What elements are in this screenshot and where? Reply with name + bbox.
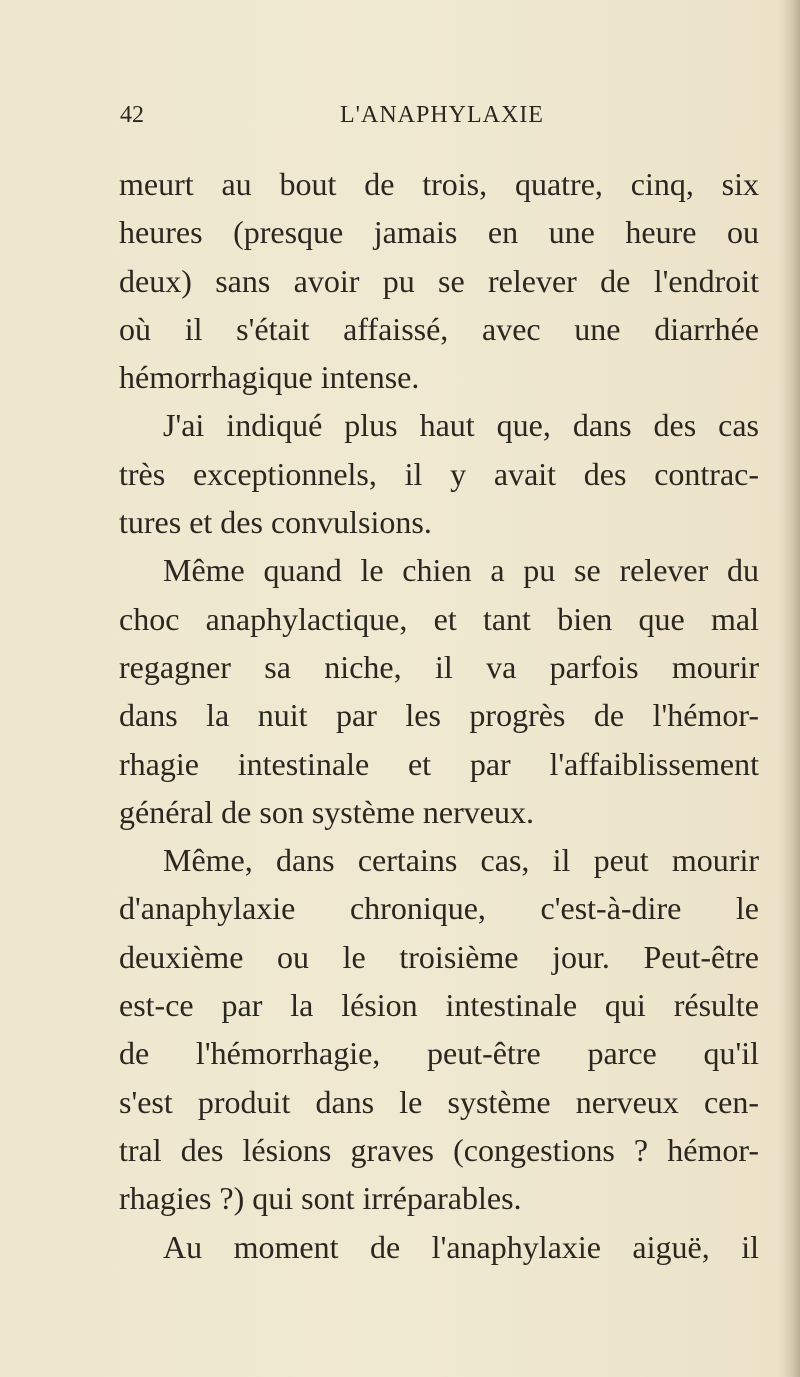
text-line: où il s'était affaissé, avec une diarrhée — [119, 310, 759, 347]
text-line: tures et des convulsions. — [119, 504, 432, 541]
body-text — [119, 160, 759, 1271]
text-line: Même, dans certains cas, il peut mourir — [163, 842, 759, 879]
text-line: d'anaphylaxie chronique, c'est-à-dire le — [119, 890, 759, 927]
text-line: général de son système nerveux. — [119, 793, 534, 830]
text-line: de l'hémorrhagie, peut-être parce qu'il — [119, 1035, 759, 1072]
text-line: J'ai indiqué plus haut que, dans des cas — [163, 407, 759, 444]
text-line: regagner sa niche, il va parfois mourir — [119, 648, 759, 685]
text-line: tral des lésions graves (congestions ? hémor- — [119, 1131, 759, 1168]
text-line: Au moment de l'anaphylaxie aiguë, il — [163, 1228, 759, 1265]
running-head: L'ANAPHYLAXIE — [340, 102, 544, 128]
text-line: est-ce par la lésion intestinale qui résulte — [119, 987, 759, 1024]
text-line: heures (presque jamais en une heure ou — [119, 214, 759, 251]
text-line: dans la nuit par les progrès de l'hémor- — [119, 697, 759, 734]
text-line: Même quand le chien a pu se relever du — [163, 552, 759, 589]
text-line: rhagie intestinale et par l'affaiblissement — [119, 745, 759, 782]
text-line: choc anaphylactique, et tant bien que mal — [119, 600, 759, 637]
text-line: hémorrhagique intense. — [119, 359, 420, 396]
page-edge-shadow — [778, 0, 800, 1377]
page-header — [0, 102, 800, 142]
text-line: s'est produit dans le système nerveux cen- — [119, 1083, 759, 1120]
text-line: très exceptionnels, il y avait des contrac- — [119, 455, 759, 492]
text-line: deuxième ou le troisième jour. Peut-être — [119, 938, 759, 975]
text-line: rhagies ?) qui sont irréparables. — [119, 1180, 522, 1217]
text-line: meurt au bout de trois, quatre, cinq, six — [119, 166, 759, 202]
page-number: 42 — [120, 102, 144, 128]
text-line: deux) sans avoir pu se relever de l'endroit — [119, 262, 759, 299]
